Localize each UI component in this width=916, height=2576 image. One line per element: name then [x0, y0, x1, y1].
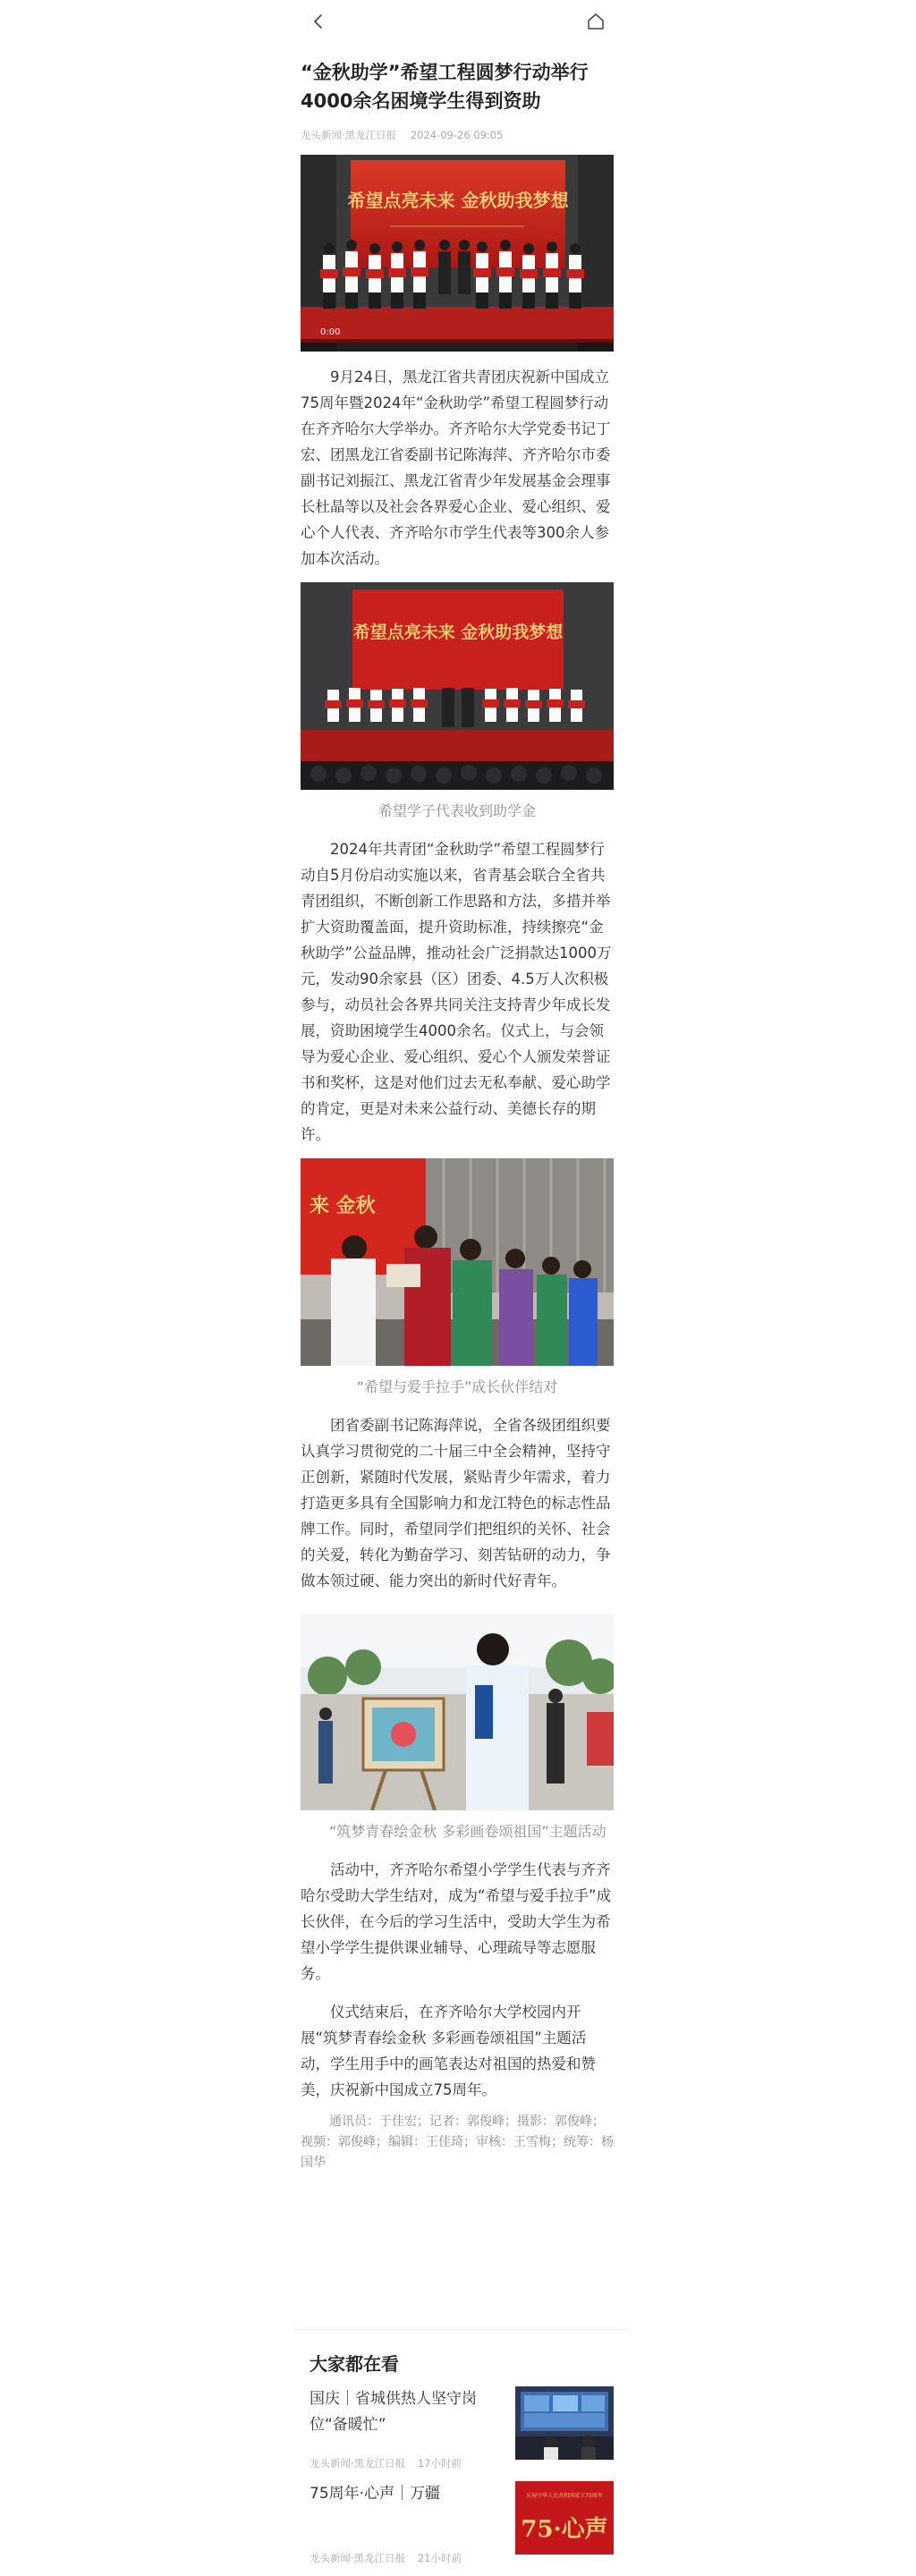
recommend-item-time: 21小时前 — [417, 2552, 462, 2564]
video-time: 0:00 — [320, 327, 341, 337]
recommend-item-meta — [310, 2456, 462, 2470]
section-divider — [295, 2329, 628, 2330]
recommend-thumbnail — [515, 2481, 614, 2555]
article — [301, 58, 614, 2174]
recommend-item-title: 国庆｜省城供热人坚守岗位“备暖忙” — [310, 2390, 477, 2434]
article-paragraph: 仪式结束后，在齐齐哈尔大学校园内开展“筑梦青春绘金秋 多彩画卷颂祖国”主题活动，学生用手中的画笔表达对祖国的热爱和赞美，庆祝新中国成立75周年。 — [301, 2004, 596, 2098]
recommend-item[interactable] — [310, 2386, 614, 2481]
top-nav-bar — [292, 0, 623, 43]
article-paragraph: 团省委副书记陈海萍说，全省各级团组织要认真学习贯彻党的二十届三中全会精神，坚持守正创新，紧随时代发展，紧贴青少年需求，着力打造更多具有全国影响力和龙江特色的标志性品牌工作。同时，希望同学们把组织的关怀、社会的关爱，转化为勤奋学习、刻苦钻研的动力，争做本领过硬、能力突出的新时代好青年。 — [301, 1417, 611, 1589]
chevron-left-icon[interactable] — [308, 11, 329, 32]
award-photo — [301, 582, 614, 790]
recommend-item[interactable] — [310, 2481, 614, 2576]
thumb-text: 75·心声 — [521, 2516, 608, 2543]
thumb-subtext: 庆祝中华人民共和国成立75周年 — [526, 2493, 603, 2499]
article-photo[interactable] — [301, 582, 614, 790]
recommend-item-meta — [310, 2551, 462, 2565]
photo-caption: “筑梦青春绘金秋 多彩画卷颂祖国”主题活动 — [329, 1823, 606, 1840]
recommend-item-time: 17小时前 — [417, 2457, 462, 2470]
photo-caption: 希望学子代表收到助学金 — [377, 802, 536, 819]
article-source: 龙头新闻·黑龙江日报 — [301, 129, 397, 141]
recommend-thumbnail — [515, 2386, 614, 2460]
recommend-item-title: 75周年·心声｜万疆 — [310, 2485, 441, 2503]
article-photo[interactable] — [301, 1614, 614, 1810]
stage-photo — [301, 155, 614, 352]
pairing-photo — [301, 1158, 614, 1366]
article-paragraph: 活动中，齐齐哈尔希望小学学生代表与齐齐哈尔受助大学生结对，成为“希望与爱手拉手”成长伙伴，在今后的学习生活中，受助大学生为希望小学学生提供课业辅导、心理疏导等志愿服务。 — [301, 1861, 612, 1982]
banner-slogan: 希望点亮未来 金秋助我梦想 — [347, 190, 569, 211]
recommend-item-source: 龙头新闻·黑龙江日报 — [310, 2457, 406, 2470]
article-meta — [301, 128, 614, 142]
article-photo[interactable] — [301, 1158, 614, 1366]
recommend-heading: 大家都在看 — [310, 2353, 399, 2375]
article-paragraph: 9月24日，黑龙江省共青团庆祝新中国成立75周年暨2024年“金秋助学”希望工程圆梦行动在齐齐哈尔大学举办。齐齐哈尔大学党委书记丁宏、团黑龙江省委副书记陈海萍、齐齐哈尔市委副书记刘振江、黑龙江省青少年发展基金会理事长杜晶等以及社会各界爱心企业、爱心组织、爱心个人代表、齐齐哈尔市学生代表等300余人参加本次活动。 — [301, 369, 611, 567]
article-time: 2024-09-26 09:05 — [410, 129, 504, 141]
article-credits: 通讯员：于佳宏；记者：郭俊峰；摄影：郭俊峰；视频：郭俊峰；编辑：王佳琦；审核：王雪梅；统筹：杨国华 — [301, 2114, 614, 2170]
article-paragraph: 2024年共青团“金秋助学”希望工程圆梦行动自5月份启动实施以来，省青基会联合全省共青团组织，不断创新工作思路和方法，多措并举扩大资助覆盖面，提升资助标准，持续擦亮“金秋助学”公益品牌，推动社会广泛捐款达1000万元，发动90余家县（区）团委、4.5万人次积极参与，动员社会各界共同关注支持青少年成长发展，资助困境学生4000余名。仪式上，与会领导为爱心企业、爱心组织、爱心个人颁发荣誉证书和奖杯，这是对他们过去无私奉献、爱心助学的肯定，更是对未来公益行动、美德长存的期许。 — [301, 841, 612, 1143]
home-icon[interactable] — [585, 11, 606, 32]
banner-slogan: 希望点亮未来 金秋助我梦想 — [352, 623, 564, 642]
article-video[interactable] — [301, 155, 614, 352]
photo-caption: “希望与爱手拉手”成长伙伴结对 — [356, 1378, 558, 1395]
recommend-item-source: 龙头新闻·黑龙江日报 — [310, 2552, 406, 2564]
painting-photo — [301, 1614, 614, 1810]
article-title: “金秋助学”希望工程圆梦行动举行4000余名困境学生得到资助 — [301, 62, 589, 112]
svg-text:来 金秋: 来 金秋 — [310, 1194, 376, 1217]
recommend-section — [310, 2350, 614, 2576]
